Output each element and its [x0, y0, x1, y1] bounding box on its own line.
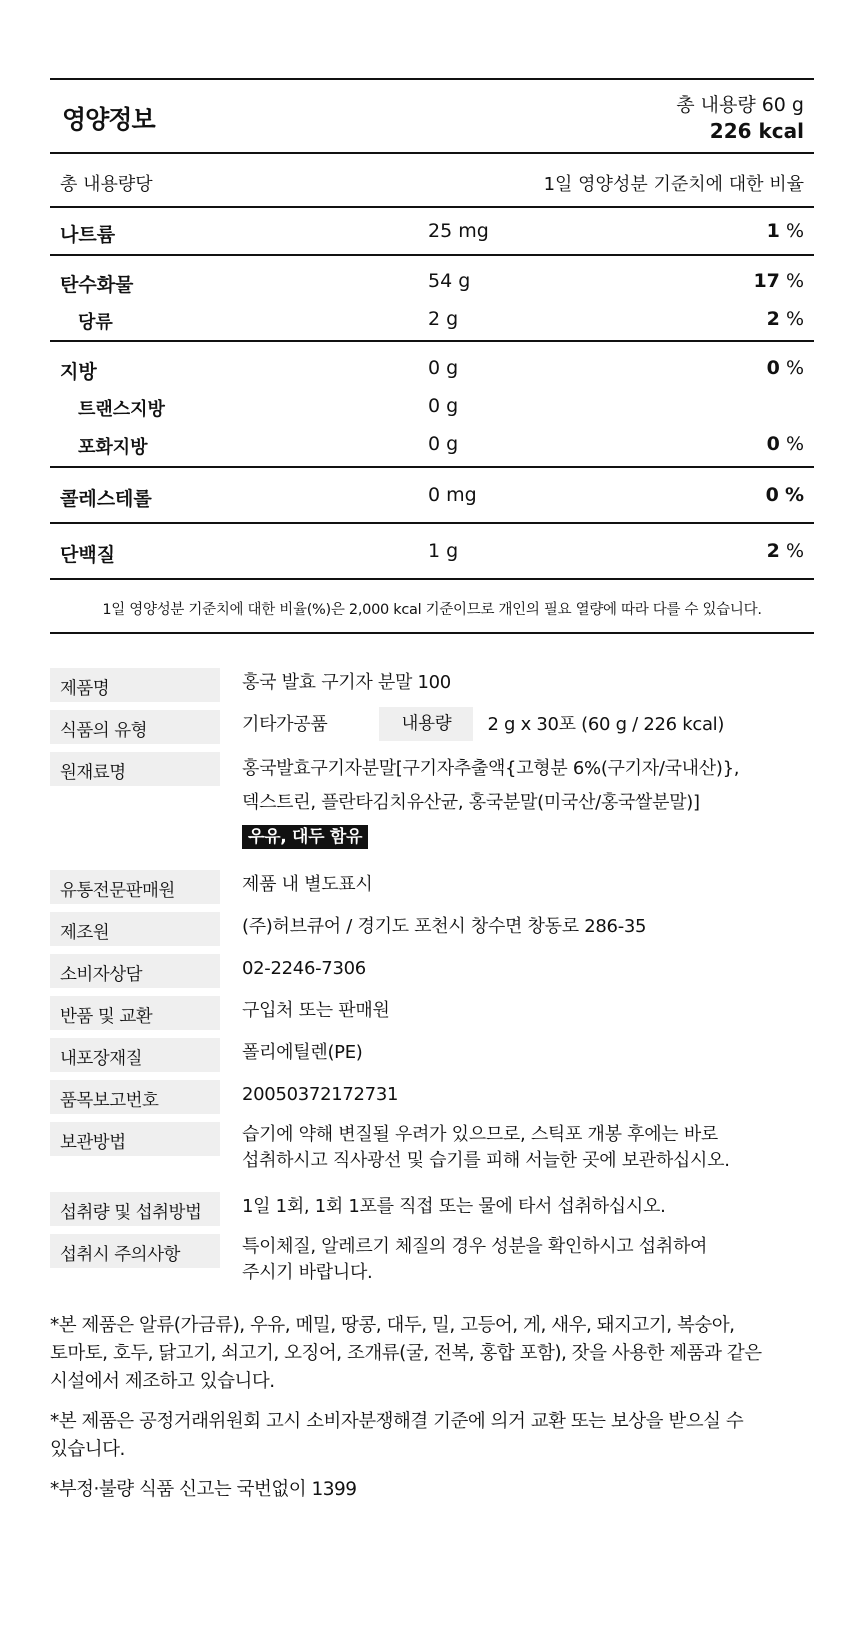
info-row-consult: [50, 954, 814, 996]
nutrient-percent: 2 %: [766, 540, 804, 562]
info-value: 구입처 또는 판매원: [242, 1000, 390, 1021]
nutrition-total: [676, 92, 804, 144]
info-row-report-number: [50, 1080, 814, 1122]
nutrient-group-cholesterol: [50, 468, 814, 524]
info-row-intake: [50, 1192, 814, 1234]
info-row-food-type: [50, 710, 814, 752]
info-row-product-name: [50, 668, 814, 710]
daily-value-label: 1일 영양성분 기준치에 대한 비율: [543, 174, 804, 195]
volume-value: 2 g x 30포 (60 g / 226 kcal): [487, 714, 725, 735]
notes-section: [50, 1312, 814, 1516]
info-value: 1일 1회, 1회 1포를 직접 또는 물에 타서 섭취하십시오.: [242, 1196, 666, 1217]
compensation-note: *본 제품은 공정거래위원회 고시 소비자분쟁해결 기준에 의거 교환 또는 보상을 받으실 수 있습니다.: [50, 1411, 744, 1460]
nutrient-row: [50, 476, 814, 514]
info-label: 원재료명: [50, 752, 220, 786]
total-amount: 총 내용량 60 g: [676, 94, 804, 116]
ingredients-line: 덱스트린, 플란타김치유산균, 홍국분말(미국산/홍국쌀분말)]: [242, 792, 700, 813]
info-label: 유통전문판매원: [50, 870, 220, 904]
nutrient-percent: 1 %: [766, 220, 804, 242]
nutrient-row: [50, 300, 814, 338]
info-label: 보관방법: [50, 1122, 220, 1156]
allergen-badge: 우유, 대두 함유: [242, 825, 368, 849]
nutrient-name: 콜레스테롤: [60, 488, 152, 510]
nutrition-title: 영양정보: [62, 105, 155, 134]
nutrient-percent: 0 %: [766, 357, 804, 379]
nutrition-subheader: [50, 154, 814, 208]
report-note: *부정·불량 식품 신고는 국번없이 1399: [50, 1479, 357, 1500]
nutrient-amount: 1 g: [428, 540, 459, 562]
nutrient-row: [50, 425, 814, 463]
nutrient-percent: 2 %: [766, 308, 804, 330]
info-row-caution: [50, 1234, 814, 1304]
info-value: 특이체질, 알레르기 체질의 경우 성분을 확인하시고 섭취하여 주시기 바랍니다.: [242, 1236, 708, 1283]
nutrient-group-fat: [50, 342, 814, 468]
info-value: 습기에 약해 변질될 우려가 있으므로, 스틱포 개봉 후에는 바로 섭취하시고 직사광선 및 습기를 피해 서늘한 곳에 보관하십시오.: [242, 1124, 730, 1171]
nutrient-amount: 54 g: [428, 270, 471, 292]
info-value: 02-2246-7306: [242, 958, 366, 979]
ingredients-line: 홍국발효구기자분말[구기자추출액{고형분 6%(구기자/국내산)},: [242, 758, 740, 779]
nutrient-row: [50, 212, 814, 250]
nutrient-row: [50, 532, 814, 570]
nutrient-group-sodium: [50, 208, 814, 256]
allergy-facility-note: *본 제품은 알류(가금류), 우유, 메밀, 땅콩, 대두, 밀, 고등어, 게, 새우, 돼지고기, 복숭아, 토마토, 호두, 닭고기, 쇠고기, 오징어, 조개류(굴, 전복, 홍합 포함), 잣을 사용한 제품과 같은 시설에서 제조하고 있습니다.: [50, 1315, 762, 1392]
nutrient-group-protein: [50, 524, 814, 580]
info-row-ingredients: [50, 752, 814, 870]
info-row-returns: [50, 996, 814, 1038]
nutrient-name: 나트륨: [60, 224, 116, 246]
nutrition-header: [50, 80, 814, 154]
nutrient-name: 지방: [60, 361, 97, 383]
info-label: 반품 및 교환: [50, 996, 220, 1030]
nutrient-name: 탄수화물: [60, 274, 134, 296]
info-value: 제품 내 별도표시: [242, 874, 373, 895]
info-row-packaging: [50, 1038, 814, 1080]
nutrient-name: 트랜스지방: [78, 399, 165, 420]
nutrient-percent: 17 %: [753, 270, 804, 292]
nutrient-percent: 0 %: [766, 433, 804, 455]
nutrient-amount: 2 g: [428, 308, 459, 330]
nutrient-percent: 0 %: [765, 484, 804, 506]
info-value: 폴리에틸렌(PE): [242, 1042, 363, 1063]
nutrition-footnote: 1일 영양성분 기준치에 대한 비율(%)은 2,000 kcal 기준이므로 개인의 필요 열량에 따라 다를 수 있습니다.: [50, 580, 814, 634]
nutrient-name: 단백질: [60, 544, 116, 566]
nutrient-row: [50, 349, 814, 387]
total-kcal: 226 kcal: [709, 119, 804, 143]
info-label: 제조원: [50, 912, 220, 946]
food-type-value: 기타가공품: [242, 714, 328, 735]
info-label: 섭취시 주의사항: [50, 1234, 220, 1268]
info-label: 제품명: [50, 668, 220, 702]
nutrient-name: 포화지방: [78, 437, 148, 458]
nutrient-amount: 25 mg: [428, 220, 489, 242]
info-value: 홍국 발효 구기자 분말 100: [242, 672, 451, 693]
info-label: 식품의 유형: [50, 710, 220, 744]
nutrient-amount: 0 g: [428, 357, 459, 379]
info-row-distributor: [50, 870, 814, 912]
info-label: 소비자상담: [50, 954, 220, 988]
product-info-table: [50, 668, 814, 1304]
info-value: [242, 710, 814, 741]
info-label: 섭취량 및 섭취방법: [50, 1192, 220, 1226]
info-value: (주)허브큐어 / 경기도 포천시 창수면 창동로 286-35: [242, 916, 647, 937]
info-label: 품목보고번호: [50, 1080, 220, 1114]
info-row-storage: [50, 1122, 814, 1192]
nutrient-name: 당류: [78, 312, 113, 333]
nutrient-row: [50, 262, 814, 300]
per-total-label: 총 내용량당: [60, 174, 153, 195]
nutrition-table: [50, 78, 814, 634]
nutrient-amount: 0 g: [428, 395, 459, 417]
nutrient-group-carbs: [50, 256, 814, 342]
info-row-manufacturer: [50, 912, 814, 954]
info-value: 20050372172731: [242, 1084, 399, 1105]
nutrient-amount: 0 mg: [428, 484, 477, 506]
nutrient-row: [50, 387, 814, 425]
info-label: 내포장재질: [50, 1038, 220, 1072]
nutrient-amount: 0 g: [428, 433, 459, 455]
volume-label: 내용량: [379, 707, 473, 741]
info-value: [242, 752, 814, 854]
